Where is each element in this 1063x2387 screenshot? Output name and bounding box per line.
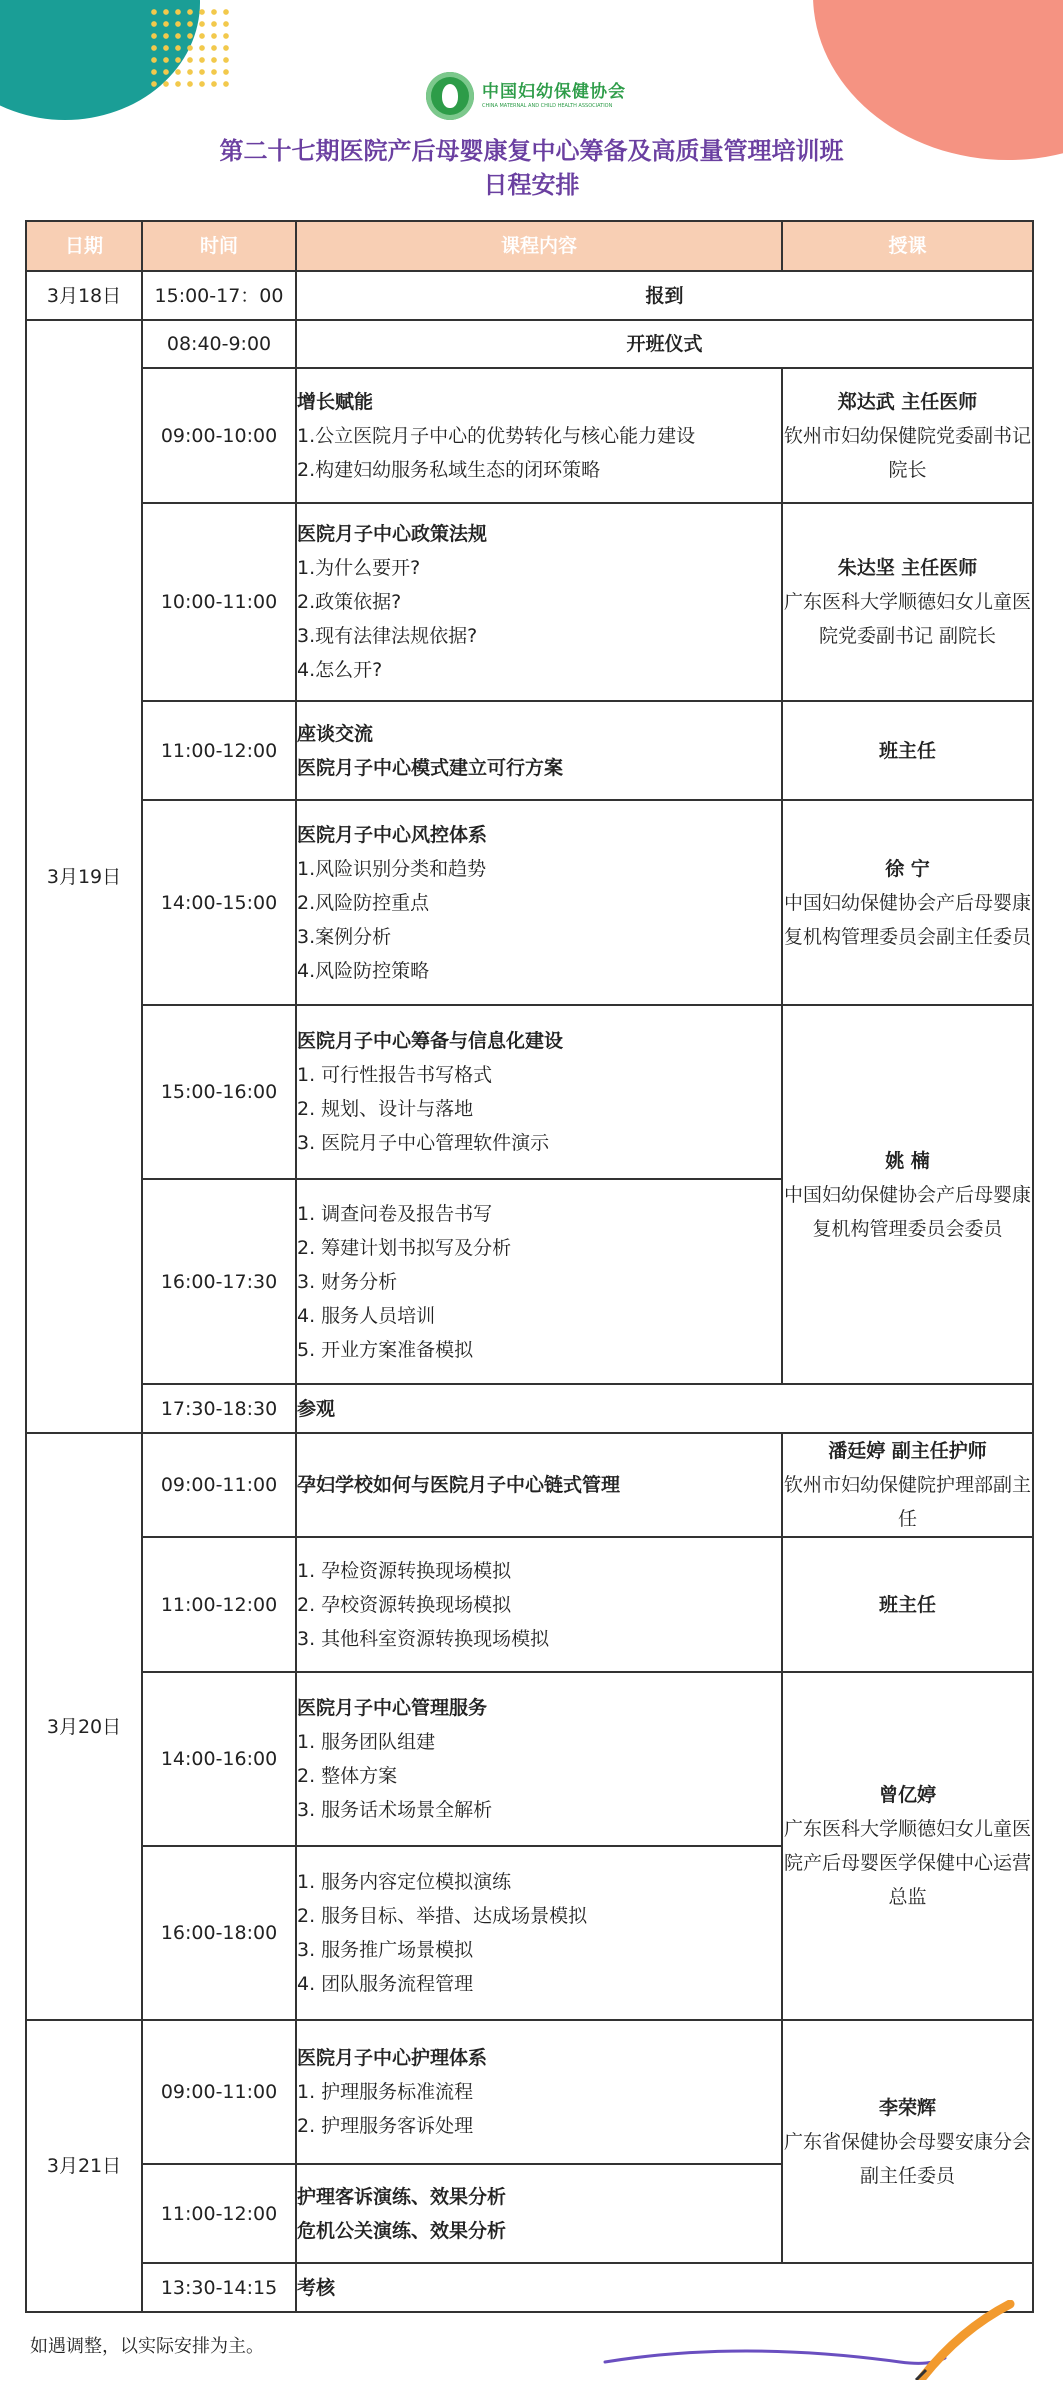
content-cell bbox=[296, 1672, 782, 1846]
time-cell: 11:00-12:00 bbox=[142, 1537, 296, 1672]
course-title: 危机公关演练、效果分析 bbox=[297, 2219, 507, 2242]
teacher-name: 李荣辉 bbox=[878, 2096, 936, 2119]
time-cell: 10:00-11:00 bbox=[142, 503, 296, 701]
teacher-desc: 钦州市妇幼保健院护理部副主任 bbox=[783, 1474, 1031, 1530]
teacher-desc: 广东医科大学顺德妇女儿童医院产后母婴医学保健中心运营总监 bbox=[783, 1818, 1031, 1908]
course-title: 医院月子中心筹备与信息化建设 bbox=[297, 1030, 564, 1052]
course-item: 1.风险识别分类和趋势 bbox=[297, 857, 487, 880]
teacher-name: 朱达坚 主任医师 bbox=[837, 557, 978, 579]
teacher-name: 徐 宁 bbox=[885, 857, 930, 880]
content-cell bbox=[296, 800, 782, 1005]
page-subtitle: 日程安排 bbox=[483, 171, 580, 199]
org-logo bbox=[426, 72, 626, 120]
time-cell: 13:30-14:15 bbox=[142, 2263, 296, 2312]
content-cell: 报到 bbox=[296, 271, 1033, 320]
teacher-desc: 中国妇幼保健协会产后母婴康复机构管理委员会副主任委员 bbox=[783, 891, 1031, 948]
course-item: 2. 服务目标、举措、达成场景模拟 bbox=[297, 1905, 588, 1927]
course-item: 2. 筹建计划书拟写及分析 bbox=[297, 1236, 512, 1259]
table-row bbox=[26, 1433, 1033, 1537]
time-cell: 11:00-12:00 bbox=[142, 701, 296, 800]
table-row bbox=[26, 503, 1033, 701]
teacher-name: 班主任 bbox=[878, 1593, 936, 1616]
schedule-table bbox=[25, 220, 1034, 2313]
content-cell bbox=[296, 701, 782, 800]
table-row bbox=[26, 320, 1033, 368]
content-cell bbox=[296, 503, 782, 701]
footer-note: 如遇调整，以实际安排为主。 bbox=[30, 2336, 264, 2357]
course-item: 4. 服务人员培训 bbox=[297, 1304, 436, 1327]
table-row bbox=[26, 1672, 1033, 1846]
teacher-desc: 中国妇幼保健协会产后母婴康复机构管理委员会委员 bbox=[783, 1183, 1031, 1240]
time-cell: 15:00-17：00 bbox=[142, 271, 296, 320]
content-cell bbox=[296, 1179, 782, 1384]
time-cell: 17:30-18:30 bbox=[142, 1384, 296, 1433]
time-cell: 16:00-17:30 bbox=[142, 1179, 296, 1384]
content-cell bbox=[296, 1846, 782, 2020]
course-item: 3.现有法律法规依据? bbox=[297, 625, 478, 647]
teacher-cell bbox=[782, 1433, 1033, 1537]
date-cell: 3月18日 bbox=[26, 271, 142, 320]
content-cell: 孕妇学校如何与医院月子中心链式管理 bbox=[296, 1433, 782, 1537]
course-item: 3.案例分析 bbox=[297, 925, 392, 948]
course-item: 4.风险防控策略 bbox=[297, 959, 430, 982]
content-cell bbox=[296, 1005, 782, 1179]
course-item: 2. 规划、设计与落地 bbox=[297, 1098, 474, 1120]
teacher-name: 曾亿婷 bbox=[878, 1784, 936, 1806]
course-item: 1. 可行性报告书写格式 bbox=[297, 1064, 493, 1086]
teacher-name: 潘廷婷 副主任护师 bbox=[828, 1440, 987, 1462]
teacher-cell bbox=[782, 368, 1033, 503]
course-title: 医院月子中心管理服务 bbox=[297, 1697, 488, 1719]
course-item: 1.公立医院月子中心的优势转化与核心能力建设 bbox=[297, 424, 696, 447]
time-cell: 09:00-11:00 bbox=[142, 1433, 296, 1537]
date-cell: 3月19日 bbox=[26, 320, 142, 1433]
table-row bbox=[26, 1537, 1033, 1672]
course-item: 4.怎么开? bbox=[297, 659, 383, 681]
time-cell: 09:00-11:00 bbox=[142, 2020, 296, 2164]
course-item: 3. 其他科室资源转换现场模拟 bbox=[297, 1627, 550, 1650]
page-title: 第二十七期医院产后母婴康复中心筹备及高质量管理培训班 bbox=[219, 137, 844, 165]
course-title: 护理客诉演练、效果分析 bbox=[297, 2185, 507, 2208]
course-title: 座谈交流 bbox=[297, 722, 374, 745]
time-cell: 14:00-16:00 bbox=[142, 1672, 296, 1846]
org-name-en: CHINA MATERNAL AND CHILD HEALTH ASSOCIATION bbox=[482, 103, 613, 109]
table-row bbox=[26, 271, 1033, 320]
course-item: 1. 服务团队组建 bbox=[297, 1731, 436, 1753]
table-row bbox=[26, 368, 1033, 503]
time-cell: 08:40-9:00 bbox=[142, 320, 296, 368]
teacher-name: 姚 楠 bbox=[885, 1149, 930, 1172]
table-row bbox=[26, 800, 1033, 1005]
course-item: 5. 开业方案准备模拟 bbox=[297, 1338, 474, 1361]
course-title: 医院月子中心模式建立可行方案 bbox=[297, 756, 564, 779]
course-item: 2. 孕校资源转换现场模拟 bbox=[297, 1593, 512, 1616]
table-row bbox=[26, 1005, 1033, 1179]
teacher-name: 郑达武 主任医师 bbox=[837, 390, 978, 413]
course-title: 医院月子中心护理体系 bbox=[297, 2047, 488, 2069]
teacher-cell bbox=[782, 701, 1033, 800]
teacher-cell bbox=[782, 2020, 1033, 2263]
teacher-cell bbox=[782, 800, 1033, 1005]
teacher-cell bbox=[782, 503, 1033, 701]
course-item: 3. 医院月子中心管理软件演示 bbox=[297, 1132, 550, 1154]
course-item: 2.构建妇幼服务私域生态的闭环策略 bbox=[297, 458, 601, 481]
org-emblem-icon bbox=[426, 72, 474, 120]
course-item: 4. 团队服务流程管理 bbox=[297, 1973, 474, 1995]
course-item: 3. 服务话术场景全解析 bbox=[297, 1799, 493, 1821]
teacher-desc: 广东医科大学顺德妇女儿童医院党委副书记 副院长 bbox=[783, 591, 1031, 647]
content-cell bbox=[296, 368, 782, 503]
decor-dot-grid bbox=[148, 6, 234, 92]
content-cell bbox=[296, 1537, 782, 1672]
teacher-cell bbox=[782, 1672, 1033, 2020]
header-teacher: 授课 bbox=[782, 221, 1033, 271]
time-cell: 11:00-12:00 bbox=[142, 2164, 296, 2263]
content-cell: 参观 bbox=[296, 1384, 1033, 1433]
header-time: 时间 bbox=[142, 221, 296, 271]
course-title: 医院月子中心政策法规 bbox=[297, 523, 488, 545]
time-cell: 16:00-18:00 bbox=[142, 1846, 296, 2020]
content-cell: 开班仪式 bbox=[296, 320, 1033, 368]
content-cell: 考核 bbox=[296, 2263, 1033, 2312]
course-item: 2.风险防控重点 bbox=[297, 891, 430, 914]
date-cell: 3月21日 bbox=[26, 2020, 142, 2312]
pen-swoosh-icon bbox=[600, 2300, 1040, 2380]
teacher-name: 班主任 bbox=[878, 739, 936, 762]
course-item: 3. 服务推广场景模拟 bbox=[297, 1939, 474, 1961]
teacher-desc: 广东省保健协会母婴安康分会副主任委员 bbox=[783, 2130, 1031, 2187]
date-cell: 3月20日 bbox=[26, 1433, 142, 2020]
time-cell: 15:00-16:00 bbox=[142, 1005, 296, 1179]
org-name: 中国妇幼保健协会 bbox=[482, 82, 626, 102]
table-row bbox=[26, 2020, 1033, 2164]
table-header-row bbox=[26, 221, 1033, 271]
course-item: 1. 调查问卷及报告书写 bbox=[297, 1202, 493, 1225]
table-row bbox=[26, 1384, 1033, 1433]
content-cell bbox=[296, 2020, 782, 2164]
teacher-cell bbox=[782, 1005, 1033, 1384]
course-item: 1. 服务内容定位模拟演练 bbox=[297, 1871, 512, 1893]
course-item: 1. 孕检资源转换现场模拟 bbox=[297, 1559, 512, 1582]
teacher-cell bbox=[782, 1537, 1033, 1672]
header-content: 课程内容 bbox=[296, 221, 782, 271]
course-item: 3. 财务分析 bbox=[297, 1270, 398, 1293]
course-title: 增长赋能 bbox=[297, 390, 374, 413]
content-cell bbox=[296, 2164, 782, 2263]
course-item: 2. 整体方案 bbox=[297, 1765, 398, 1787]
table-row bbox=[26, 701, 1033, 800]
course-title: 医院月子中心风控体系 bbox=[297, 823, 488, 846]
course-item: 1. 护理服务标准流程 bbox=[297, 2081, 474, 2103]
header-date: 日期 bbox=[26, 221, 142, 271]
course-item: 2. 护理服务客诉处理 bbox=[297, 2115, 474, 2137]
teacher-desc: 钦州市妇幼保健院党委副书记 院长 bbox=[783, 424, 1031, 481]
time-cell: 14:00-15:00 bbox=[142, 800, 296, 1005]
course-item: 1.为什么要开? bbox=[297, 557, 421, 579]
time-cell: 09:00-10:00 bbox=[142, 368, 296, 503]
course-item: 2.政策依据? bbox=[297, 591, 402, 613]
